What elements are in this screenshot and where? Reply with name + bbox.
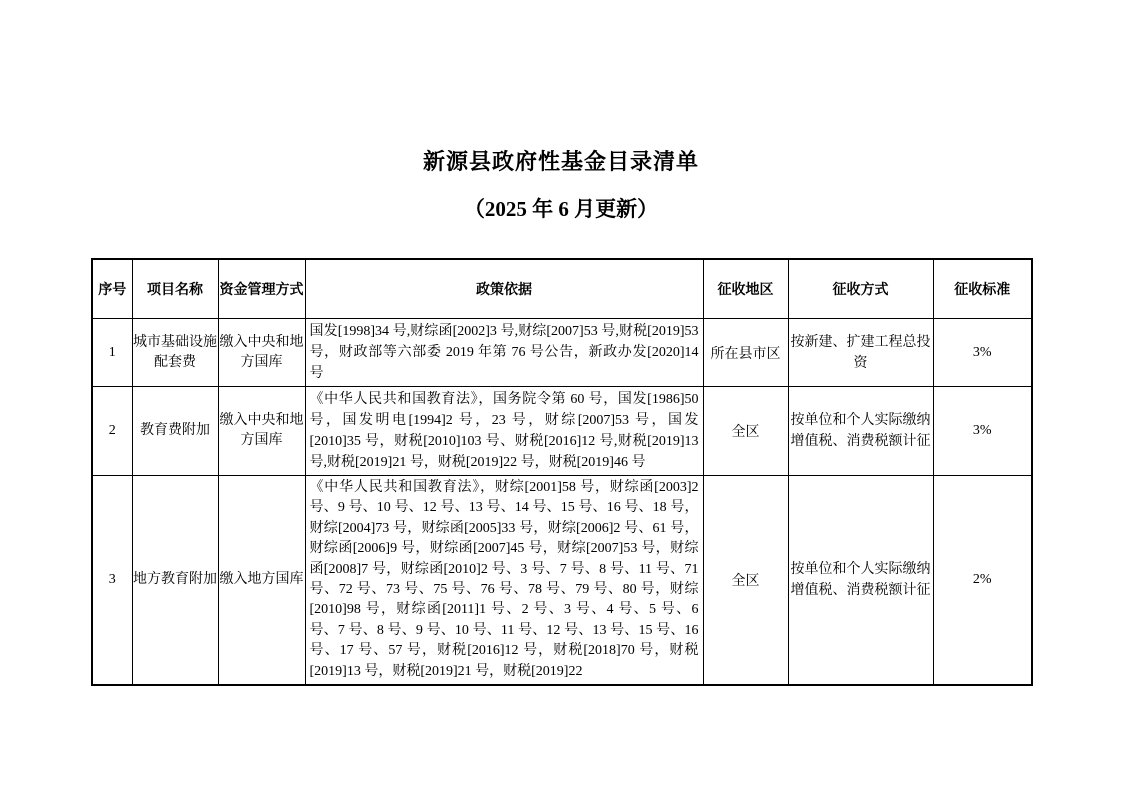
- project-name-cell: 教育费附加: [132, 387, 218, 476]
- table-row: [92, 476, 1032, 686]
- page-title: 新源县政府性基金目录清单: [422, 149, 699, 174]
- table-row: [92, 319, 1032, 387]
- collection-standard-cell: 3%: [933, 387, 1032, 476]
- collection-area-cell: 全区: [703, 476, 788, 686]
- table-header-row: [92, 259, 1032, 319]
- column-header-collection-method: 征收方式: [788, 259, 933, 319]
- policy-basis-cell: 国发[1998]34 号,财综函[2002]3 号,财综[2007]53 号,财税[2019]53 号，财政部等六部委 2019 年第 76 号公告，新政办发[2020]14 号: [305, 319, 703, 387]
- column-header-collection-area: 征收地区: [703, 259, 788, 319]
- fund-catalog-table: [91, 258, 1033, 686]
- collection-method-cell: 按单位和个人实际缴纳增值税、消费税额计征: [788, 387, 933, 476]
- project-name-cell: 城市基础设施配套费: [132, 319, 218, 387]
- fund-management-cell: 缴入中央和地方国库: [218, 319, 305, 387]
- fund-management-cell: 缴入中央和地方国库: [218, 387, 305, 476]
- policy-basis-cell: 《中华人民共和国教育法》，国务院令第 60 号，国发[1986]50 号，国发明电[1994]2 号，23 号，财综[2007]53 号，国发[2010]35 号，财税[2010]103 号、财税[2016]12 号,财税[2019]13 号,财税[2019]21 号，财税[2019]22 号，财税[2019]46 号: [305, 387, 703, 476]
- table-row: [92, 387, 1032, 476]
- column-header-fund-management: 资金管理方式: [218, 259, 305, 319]
- collection-area-cell: 全区: [703, 387, 788, 476]
- column-header-collection-standard: 征收标准: [933, 259, 1032, 319]
- column-header-policy-basis: 政策依据: [305, 259, 703, 319]
- collection-standard-cell: 3%: [933, 319, 1032, 387]
- collection-area-cell: 所在县市区: [703, 319, 788, 387]
- page-subtitle: （2025 年 6 月更新）: [463, 197, 659, 221]
- collection-standard-cell: 2%: [933, 476, 1032, 686]
- collection-method-cell: 按单位和个人实际缴纳增值税、消费税额计征: [788, 476, 933, 686]
- row-number-cell: 2: [92, 387, 132, 476]
- row-number-cell: 3: [92, 476, 132, 686]
- policy-basis-cell: 《中华人民共和国教育法》，财综[2001]58 号，财综函[2003]2 号、9 号、10 号、12 号、13 号、14 号、15 号、16 号、18 号，财综[2004]73 号，财综函[2005]33 号，财综[2006]2 号、61 号，财综函[2006]9 号，财综函[2007]45 号，财综[2007]53 号，财综函[2008]7 号，财综函[2010]2 号、3 号、7 号、8 号、11 号、71 号、72 号、73 号、75 号、76 号、78 号、79 号、80 号，财综[2010]98 号，财综函[2011]1 号、2 号、3 号、4 号、5 号、6 号、7 号、8 号、9 号、10 号、11 号、12 号、13 号、15 号、16 号、17 号、57 号，财税[2016]12 号，财税[2018]70 号，财税[2019]13 号，财税[2019]21 号，财税[2019]22: [305, 476, 703, 686]
- row-number-cell: 1: [92, 319, 132, 387]
- column-header-no: 序号: [92, 259, 132, 319]
- column-header-project-name: 项目名称: [132, 259, 218, 319]
- project-name-cell: 地方教育附加: [132, 476, 218, 686]
- collection-method-cell: 按新建、扩建工程总投资: [788, 319, 933, 387]
- fund-management-cell: 缴入地方国库: [218, 476, 305, 686]
